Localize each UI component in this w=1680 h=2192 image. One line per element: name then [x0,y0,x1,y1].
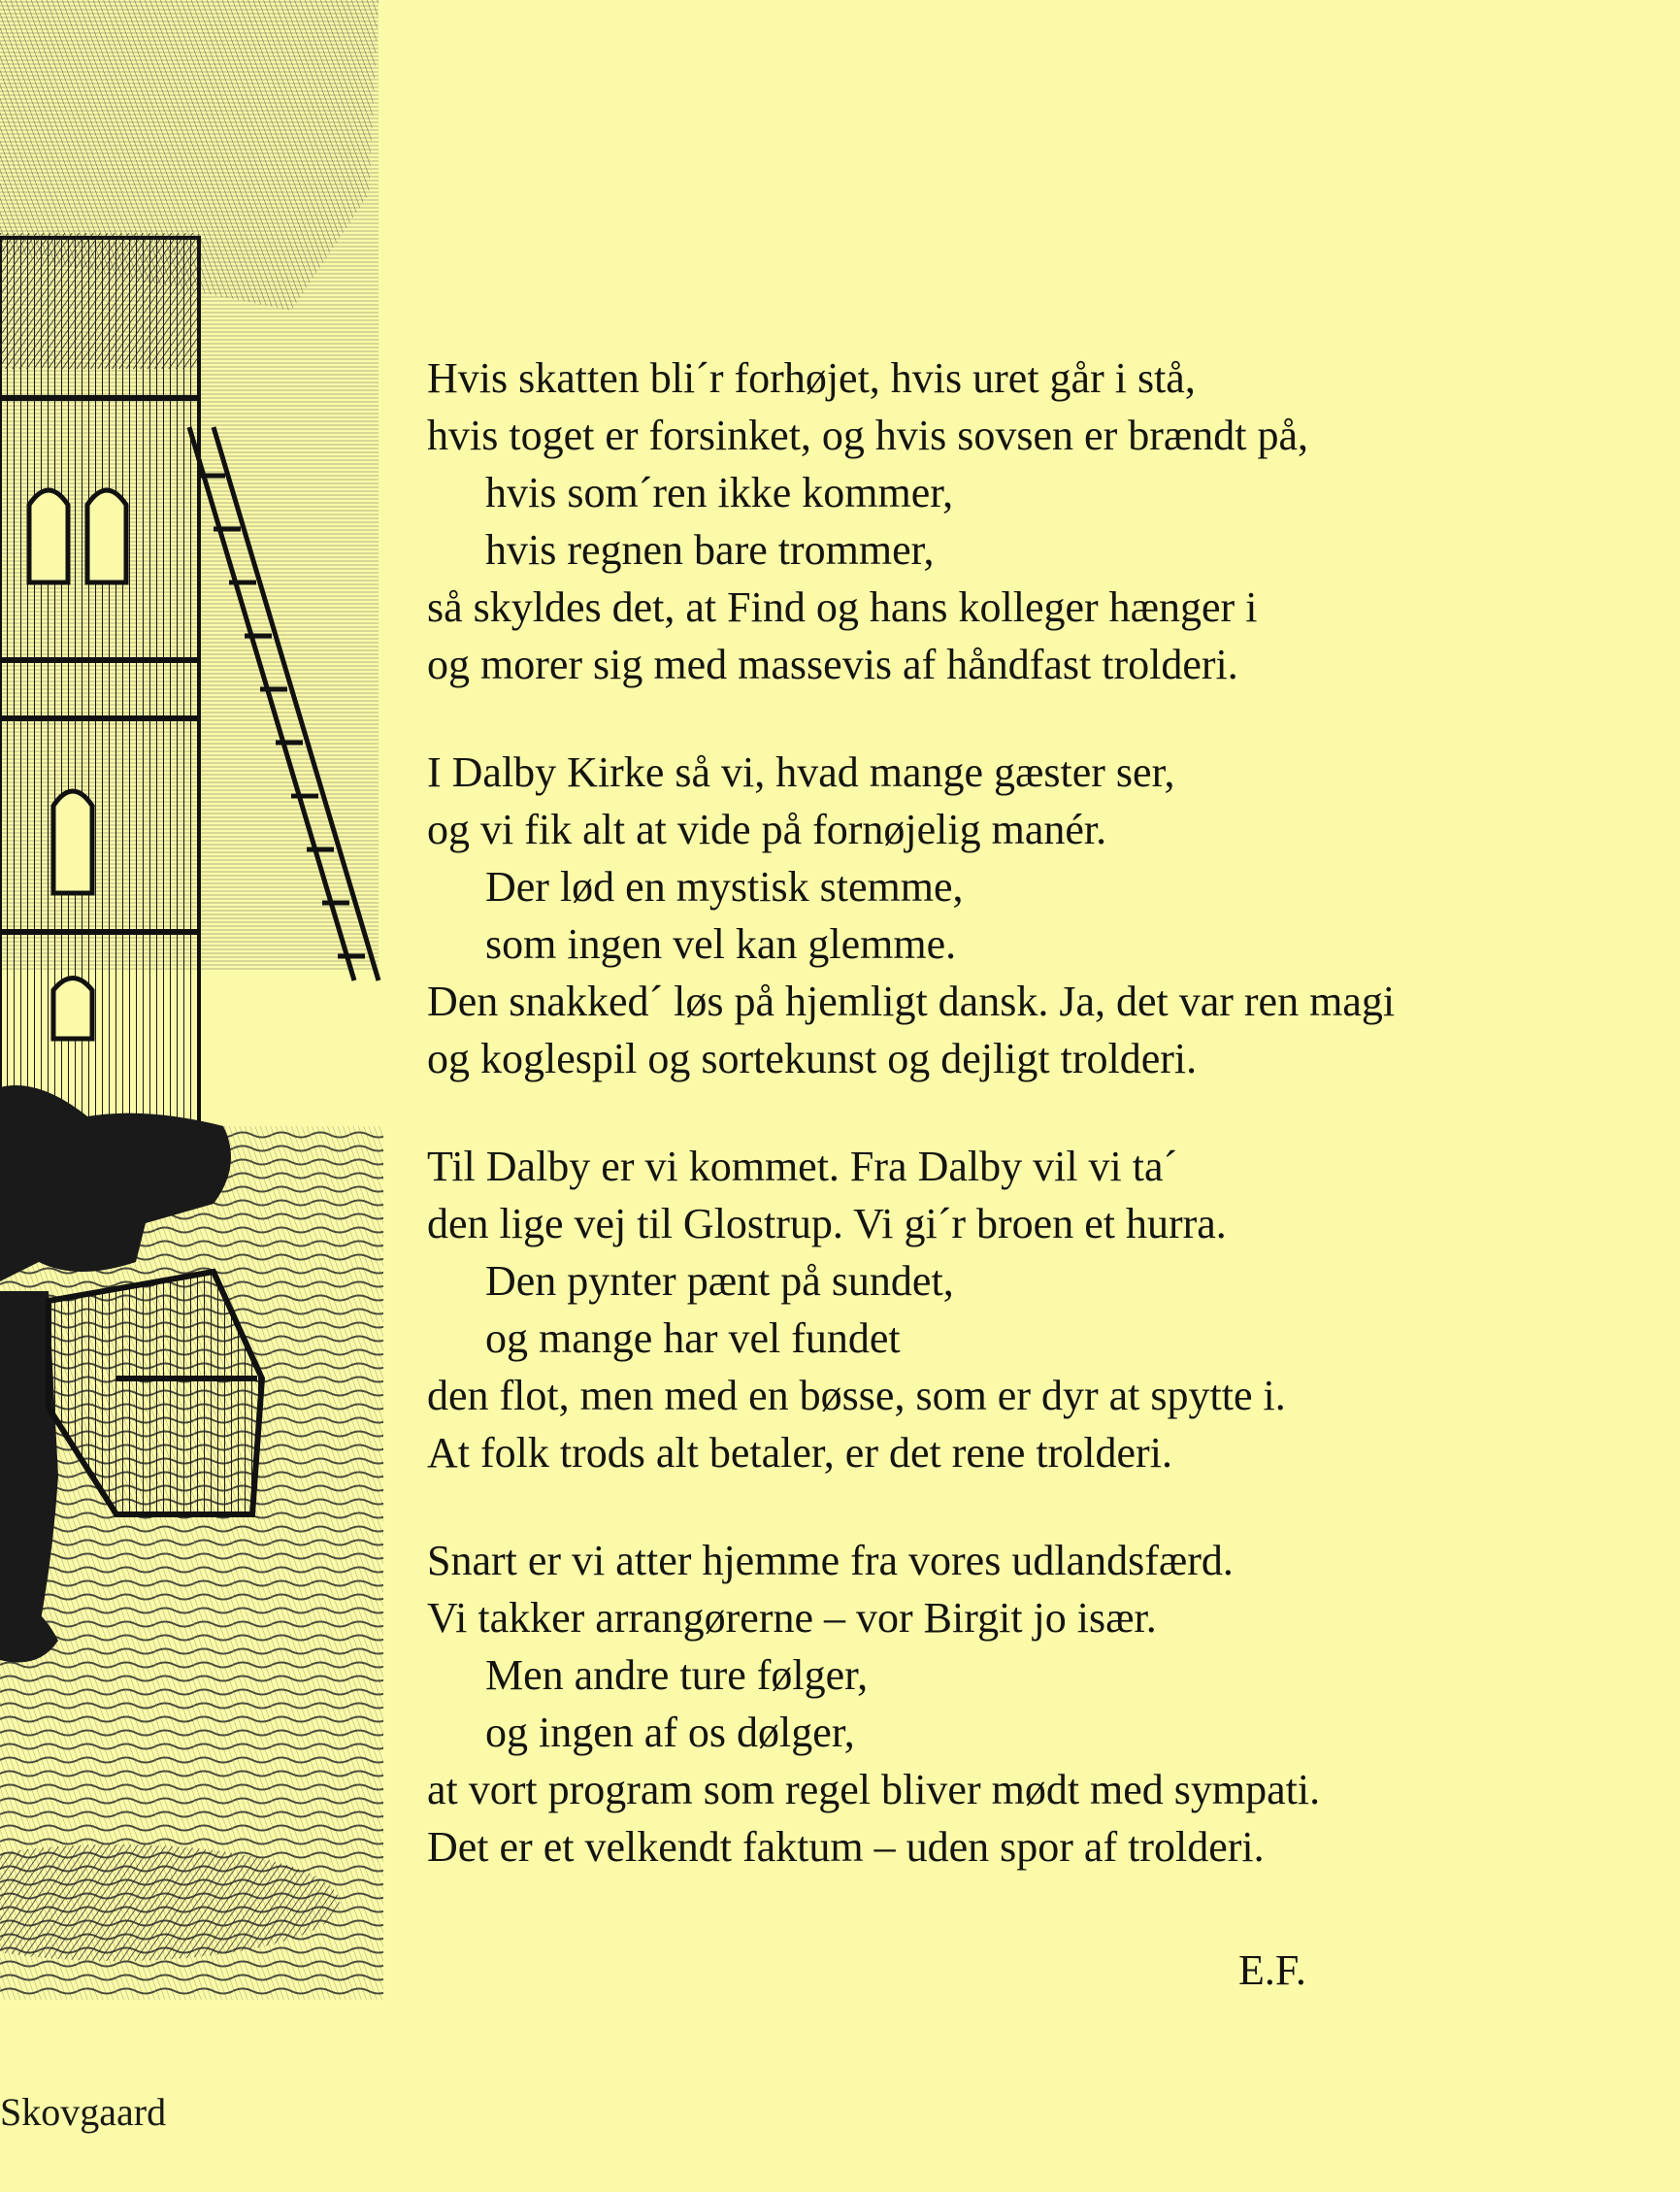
poem-line: Den pynter pænt på sundet, [485,1257,954,1305]
poem-line: Vi takker arrangørerne – vor Birgit jo især. [427,1594,1157,1642]
poem-line: Snart er vi atter hjemme fra vores udlandsfærd. [427,1537,1234,1584]
poem-line: og morer sig med massevis af håndfast trolderi. [427,641,1238,688]
poem-line: så skyldes det, at Find og hans kolleger hænger i [427,583,1258,631]
poem-line: At folk trods alt betaler, er det rene trolderi. [427,1429,1172,1477]
poem-line: den flot, men med en bøsse, som er dyr at spytte i. [427,1372,1286,1419]
illustration-caption: Skovgaard [0,2090,167,2134]
poem-line: Der lød en mystisk stemme, [485,863,964,911]
stanza [427,1532,1650,1876]
poem-line: og vi fik alt at vide på fornøjelig manér. [427,806,1107,853]
stanza [427,1138,1650,1481]
church-tower-engraving-icon [0,0,388,2000]
poem-line: Den snakked´ løs på hjemligt dansk. Ja, det var ren magi [427,978,1396,1025]
poem-line: I Dalby Kirke så vi, hvad mange gæster ser, [427,748,1175,796]
poem-line: som ingen vel kan glemme. [485,920,957,968]
poem-line: Hvis skatten bli´r forhøjet, hvis uret går i stå, [427,354,1196,402]
poem-line: hvis regnen bare trommer, [485,526,935,574]
poem-line: Det er et velkendt faktum – uden spor af trolderi. [427,1823,1265,1871]
poem-line: og mange har vel fundet [485,1314,901,1362]
poem [427,349,1650,1926]
stanza [427,744,1650,1087]
poem-line: hvis toget er forsinket, og hvis sovsen er brændt på, [427,412,1308,459]
stanza [427,349,1650,693]
poem-line: at vort program som regel bliver mødt med sympati. [427,1766,1321,1813]
poem-line: den lige vej til Glostrup. Vi gi´r broen et hurra. [427,1200,1227,1247]
poem-line: Til Dalby er vi kommet. Fra Dalby vil vi ta´ [427,1143,1178,1190]
signature: E.F. [1238,1946,1306,1994]
poem-line: Men andre ture følger, [485,1651,869,1699]
poem-line: og ingen af os dølger, [485,1709,855,1756]
poem-line: hvis som´ren ikke kommer, [485,469,954,516]
poem-line: og koglespil og sortekunst og dejligt trolderi. [427,1035,1198,1082]
